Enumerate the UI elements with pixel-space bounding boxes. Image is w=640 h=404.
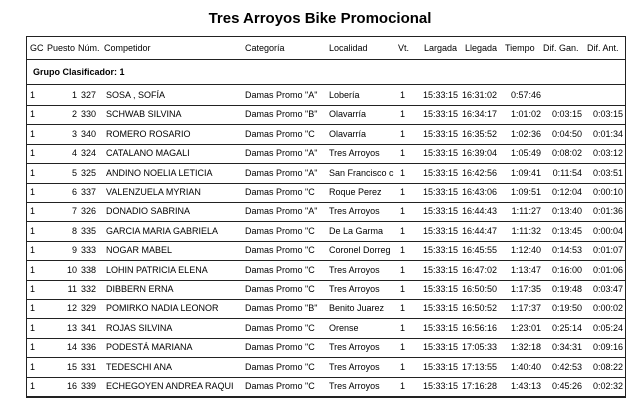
cell-difant: 0:08:22 (592, 361, 623, 372)
cell-llegada: 16:44:47 (462, 225, 498, 236)
cell-puesto: 9 (71, 245, 77, 256)
cell-localidad: Lobería (329, 90, 360, 100)
cell-tiempo: 1:23:01 (510, 322, 541, 333)
cell-gc: 1 (30, 303, 36, 314)
cell-largada: 15:33:15 (423, 322, 459, 333)
cell-llegada: 17:13:55 (462, 361, 498, 372)
cell-gc: 1 (30, 381, 36, 391)
cell-localidad: San Francisco c (329, 167, 394, 178)
cell-largada: 15:33:15 (423, 206, 459, 217)
cell-categoria: Damas Promo "C (245, 245, 315, 256)
cell-difgan: 0:19:48 (551, 284, 582, 294)
cell-vt: 1 (400, 245, 406, 256)
cell-gc: 1 (30, 167, 36, 178)
cell-difant: 0:00:10 (592, 187, 623, 197)
cell-vt: 1 (400, 361, 406, 372)
header-puesto: Puesto (47, 43, 76, 53)
cell-llegada: 16:31:02 (462, 90, 498, 100)
cell-competidor: SCHWAB SILVINA (106, 109, 182, 120)
cell-gc: 1 (30, 342, 36, 353)
cell-num: 326 (81, 206, 97, 217)
table-row (27, 183, 625, 202)
header-largada: Largada (424, 43, 458, 53)
cell-largada: 15:33:15 (423, 187, 459, 197)
cell-competidor: POMIRKO NADIA LEONOR (106, 303, 219, 314)
table-row (27, 261, 625, 280)
cell-categoria: Damas Promo "C (245, 322, 315, 333)
cell-largada: 15:33:15 (423, 381, 459, 391)
cell-categoria: Damas Promo "A" (245, 90, 318, 100)
cell-competidor: ANDINO NOELIA LETICIA (106, 167, 213, 178)
header-competidor: Competidor (104, 43, 151, 53)
cell-llegada: 17:05:33 (462, 342, 498, 353)
table-row (27, 358, 625, 377)
cell-vt: 1 (400, 225, 406, 236)
cell-gc: 1 (30, 284, 36, 294)
cell-tiempo: 1:13:47 (510, 264, 541, 275)
cell-difant: 0:01:34 (592, 128, 623, 139)
cell-categoria: Damas Promo "A" (245, 167, 318, 178)
cell-puesto: 11 (67, 284, 77, 294)
cell-difant: 0:02:32 (592, 381, 623, 391)
cell-tiempo: 1:32:18 (510, 342, 541, 353)
table-row (27, 377, 625, 396)
cell-num: 324 (81, 148, 97, 159)
cell-difant: 0:03:12 (592, 148, 623, 159)
cell-difgan: 0:13:40 (551, 206, 582, 217)
cell-puesto: 16 (66, 381, 77, 391)
cell-puesto: 4 (71, 148, 77, 159)
cell-largada: 15:33:15 (423, 90, 459, 100)
cell-largada: 15:33:15 (423, 245, 459, 256)
cell-puesto: 1 (71, 90, 77, 100)
cell-largada: 15:33:15 (423, 128, 459, 139)
cell-difgan: 0:13:45 (551, 225, 582, 236)
cell-tiempo: 1:17:35 (510, 284, 541, 294)
cell-localidad: Tres Arroyos (329, 361, 380, 372)
cell-puesto: 13 (66, 322, 77, 333)
cell-categoria: Damas Promo "C (245, 225, 315, 236)
cell-difant: 0:00:02 (592, 303, 623, 314)
cell-tiempo: 1:11:32 (511, 225, 541, 236)
table-row (27, 222, 625, 241)
cell-vt: 1 (400, 90, 406, 100)
cell-localidad: Tres Arroyos (329, 264, 380, 275)
cell-gc: 1 (30, 225, 36, 236)
cell-difgan: 0:25:14 (551, 322, 582, 333)
cell-llegada: 16:42:56 (462, 167, 498, 178)
cell-competidor: DIBBERN ERNA (106, 284, 174, 294)
cell-difgan: 0:42:53 (551, 361, 582, 372)
cell-num: 341 (81, 322, 97, 333)
cell-num: 332 (81, 284, 97, 294)
results-table (26, 36, 626, 398)
cell-competidor: ECHEGOYEN ANDREA RAQUI (106, 381, 234, 391)
cell-difant: 0:05:24 (592, 322, 623, 333)
cell-localidad: Benito Juarez (329, 303, 385, 314)
cell-difgan: 0:04:50 (551, 128, 582, 139)
cell-tiempo: 1:12:40 (510, 245, 541, 256)
cell-difgan: 0:16:00 (551, 264, 582, 275)
cell-vt: 1 (400, 187, 406, 197)
cell-gc: 1 (30, 245, 36, 256)
cell-tiempo: 1:43:13 (510, 381, 541, 391)
cell-num: 340 (81, 128, 97, 139)
cell-llegada: 16:50:52 (462, 303, 498, 314)
cell-llegada: 16:56:16 (462, 322, 498, 333)
cell-llegada: 16:47:02 (462, 264, 498, 275)
cell-localidad: Coronel Dorreg (329, 245, 391, 256)
cell-difant: 0:01:07 (592, 245, 623, 256)
cell-tiempo: 1:09:41 (510, 167, 541, 178)
cell-competidor: SOSA , SOFÍA (106, 90, 166, 100)
cell-competidor: TEDESCHI ANA (106, 361, 173, 372)
cell-llegada: 16:44:43 (462, 206, 498, 217)
table-header (27, 37, 625, 60)
header-localidad: Localidad (329, 43, 368, 53)
cell-categoria: Damas Promo "C (245, 342, 315, 353)
cell-categoria: Damas Promo "C (245, 361, 315, 372)
cell-gc: 1 (30, 322, 36, 333)
cell-localidad: De La Garma (329, 225, 384, 236)
cell-largada: 15:33:15 (423, 303, 459, 314)
cell-num: 329 (81, 303, 97, 314)
cell-gc: 1 (30, 361, 36, 372)
cell-puesto: 8 (71, 225, 77, 236)
cell-vt: 1 (400, 148, 406, 159)
table-row (27, 280, 625, 299)
header-tiempo: Tiempo (505, 43, 535, 53)
cell-num: 336 (81, 342, 97, 353)
cell-tiempo: 1:09:51 (510, 187, 541, 197)
cell-puesto: 5 (71, 167, 77, 178)
cell-vt: 1 (400, 128, 406, 139)
cell-difgan: 0:08:02 (551, 148, 582, 159)
cell-vt: 1 (400, 303, 406, 314)
table-row (27, 202, 625, 221)
cell-categoria: Damas Promo "B" (245, 109, 318, 120)
cell-num: 338 (81, 264, 97, 275)
cell-difant: 0:00:04 (592, 225, 623, 236)
cell-localidad: Tres Arroyos (329, 206, 380, 217)
cell-num: 325 (81, 167, 97, 178)
table-row (27, 299, 625, 318)
cell-gc: 1 (30, 128, 36, 139)
cell-largada: 15:33:15 (423, 264, 459, 275)
header-gc: GC (30, 43, 44, 53)
cell-num: 331 (81, 361, 97, 372)
cell-competidor: PODESTÁ MARIANA (106, 342, 193, 353)
cell-categoria: Damas Promo "C (245, 381, 315, 391)
cell-llegada: 16:43:06 (462, 187, 498, 197)
cell-localidad: Orense (329, 322, 359, 333)
cell-difant: 0:03:15 (592, 109, 623, 120)
cell-difant: 0:01:06 (592, 264, 623, 275)
cell-tiempo: 1:01:02 (510, 109, 541, 120)
table-row (27, 105, 625, 124)
header-dif-gan: Dif. Gan. (543, 43, 579, 53)
group-label: Grupo Clasificador: 1 (33, 67, 125, 77)
header-llegada: Llegada (465, 43, 498, 53)
cell-puesto: 10 (66, 264, 77, 275)
cell-gc: 1 (30, 264, 36, 275)
cell-difgan: 0:12:04 (551, 187, 582, 197)
cell-llegada: 16:35:52 (462, 128, 498, 139)
cell-difant: 0:03:51 (592, 167, 623, 178)
cell-categoria: Damas Promo "C (245, 187, 315, 197)
cell-categoria: Damas Promo "C (245, 264, 315, 275)
cell-difant: 0:01:36 (592, 206, 623, 217)
cell-num: 335 (81, 225, 97, 236)
cell-largada: 15:33:15 (423, 225, 459, 236)
cell-difgan: 0:14:53 (551, 245, 582, 256)
cell-largada: 15:33:15 (423, 109, 459, 120)
report-title: Tres Arroyos Bike Promocional (208, 10, 432, 27)
cell-puesto: 14 (66, 342, 77, 353)
cell-difgan: 0:19:50 (551, 303, 582, 314)
cell-localidad: Olavarría (329, 128, 367, 139)
cell-vt: 1 (400, 264, 406, 275)
table-row (27, 164, 625, 183)
cell-competidor: VALENZUELA MYRIAN (106, 187, 201, 197)
cell-vt: 1 (400, 206, 406, 217)
cell-difant: 0:09:16 (592, 342, 623, 353)
table-row (27, 319, 625, 338)
group-divider (27, 84, 625, 85)
cell-puesto: 7 (71, 206, 77, 217)
cell-competidor: LOHIN PATRICIA ELENA (106, 264, 208, 275)
cell-llegada: 16:39:04 (462, 148, 498, 159)
header-vt: Vt. (398, 43, 410, 53)
cell-tiempo: 1:05:49 (510, 148, 541, 159)
cell-competidor: DONADIO SABRINA (106, 206, 191, 217)
table-row (27, 144, 625, 163)
cell-vt: 1 (400, 322, 406, 333)
cell-vt: 1 (400, 381, 406, 391)
cell-puesto: 3 (71, 128, 77, 139)
table-row (27, 241, 625, 260)
cell-llegada: 17:16:28 (462, 381, 498, 391)
cell-localidad: Tres Arroyos (329, 381, 380, 391)
cell-tiempo: 1:40:40 (510, 361, 541, 372)
cell-largada: 15:33:15 (423, 167, 459, 178)
cell-vt: 1 (400, 167, 406, 178)
cell-competidor: GARCIA MARIA GABRIELA (106, 225, 219, 236)
cell-puesto: 15 (66, 361, 77, 372)
cell-puesto: 2 (71, 109, 77, 120)
cell-largada: 15:33:15 (423, 148, 459, 159)
cell-competidor: NOGAR MABEL (106, 245, 173, 256)
cell-tiempo: 1:02:36 (510, 128, 541, 139)
cell-puesto: 6 (71, 187, 77, 197)
cell-categoria: Damas Promo "A" (245, 148, 318, 159)
cell-puesto: 12 (66, 303, 77, 314)
cell-num: 333 (81, 245, 97, 256)
cell-gc: 1 (30, 90, 36, 100)
cell-categoria: Damas Promo "C (245, 128, 315, 139)
cell-llegada: 16:50:50 (462, 284, 498, 294)
cell-localidad: Roque Perez (329, 187, 382, 197)
cell-vt: 1 (400, 284, 406, 294)
cell-difgan: 0:03:15 (551, 109, 582, 120)
cell-num: 339 (81, 381, 97, 391)
cell-llegada: 16:34:17 (462, 109, 498, 120)
cell-gc: 1 (30, 206, 36, 217)
table-row (27, 86, 625, 105)
cell-difgan: 0:34:31 (551, 342, 582, 353)
table-row (27, 338, 625, 357)
cell-competidor: ROMERO ROSARIO (106, 128, 191, 139)
cell-largada: 15:33:15 (423, 284, 459, 294)
header-categoria: Categoría (245, 43, 285, 53)
cell-competidor: ROJAS SILVINA (106, 322, 173, 333)
cell-largada: 15:33:15 (423, 361, 459, 372)
cell-gc: 1 (30, 109, 36, 120)
cell-largada: 15:33:15 (423, 342, 459, 353)
cell-llegada: 16:45:55 (462, 245, 498, 256)
cell-difant: 0:03:47 (592, 284, 623, 294)
cell-tiempo: 0:57:46 (510, 90, 541, 100)
cell-localidad: Tres Arroyos (329, 148, 380, 159)
cell-tiempo: 1:17:37 (510, 303, 541, 314)
cell-num: 327 (81, 90, 97, 100)
cell-gc: 1 (30, 148, 36, 159)
cell-num: 330 (81, 109, 97, 120)
cell-localidad: Olavarría (329, 109, 367, 120)
cell-difgan: 0:11:54 (552, 167, 582, 178)
header-dif-ant: Dif. Ant. (587, 43, 619, 53)
cell-num: 337 (81, 187, 97, 197)
table-row (27, 125, 625, 144)
cell-categoria: Damas Promo "A" (245, 206, 318, 217)
cell-gc: 1 (30, 187, 36, 197)
cell-difgan: 0:45:26 (551, 381, 582, 391)
cell-vt: 1 (400, 342, 406, 353)
header-num: Núm. (78, 43, 100, 53)
row-divider (27, 396, 625, 397)
cell-categoria: Damas Promo "B" (245, 303, 318, 314)
cell-tiempo: 1:11:27 (511, 206, 541, 217)
cell-localidad: Tres Arroyos (329, 284, 380, 294)
cell-categoria: Damas Promo "C (245, 284, 315, 294)
cell-localidad: Tres Arroyos (329, 342, 380, 353)
cell-vt: 1 (400, 109, 406, 120)
cell-competidor: CATALANO MAGALI (106, 148, 190, 159)
